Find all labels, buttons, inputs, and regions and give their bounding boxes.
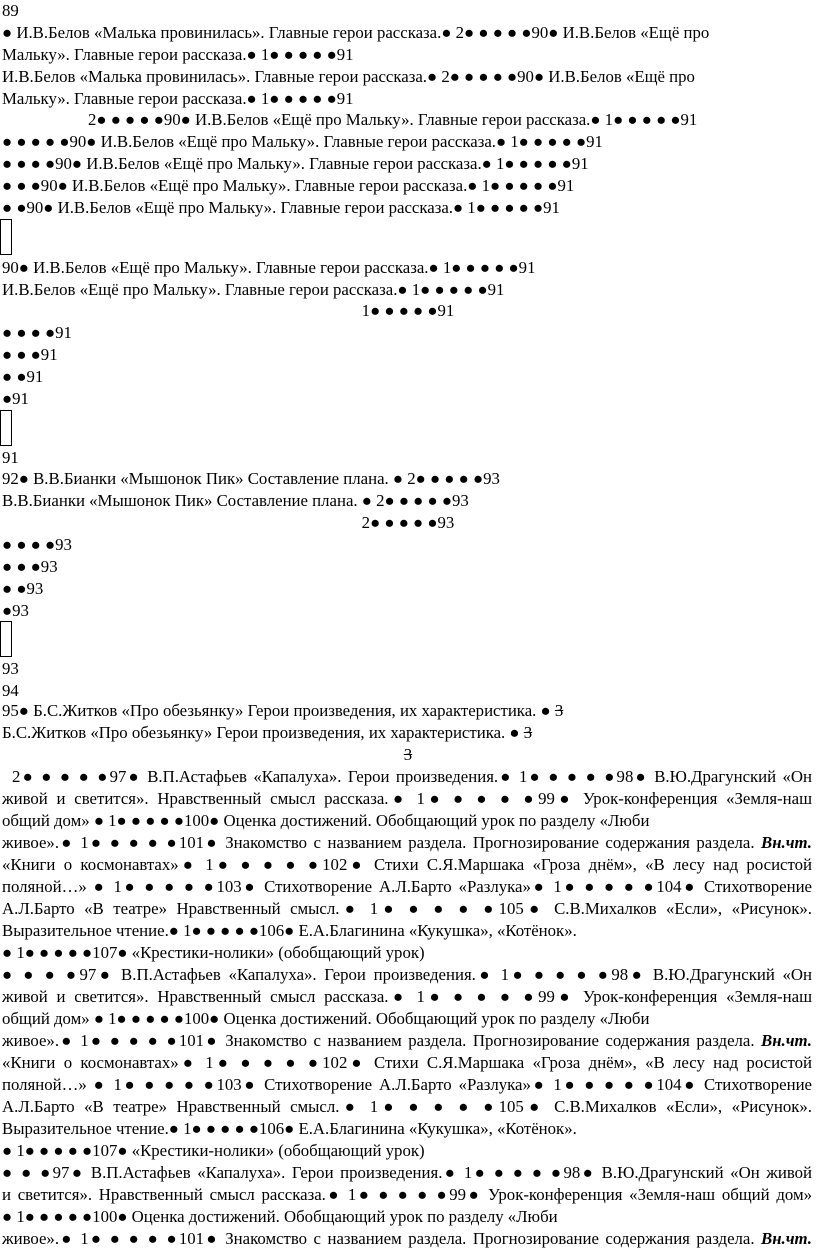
text-line <box>0 512 816 534</box>
line-text: А.Л.Барто «В театре» Нравственный смысл.● 1● ● ● ● ●105● С.В.Михалков «Если», «Рисунок». <box>2 899 812 918</box>
text-line <box>0 0 816 22</box>
line-text: 2● ● ● ● ●93 <box>361 513 455 532</box>
text-line <box>0 490 816 512</box>
text-line <box>0 680 816 702</box>
text-line <box>0 1096 816 1118</box>
text-line <box>0 700 816 722</box>
line-text: Мальку». Главные герои рассказа.● 1● ● ● ● ●91 <box>2 89 354 108</box>
text-line <box>0 1162 816 1184</box>
text-line <box>0 832 816 854</box>
text-line <box>0 22 816 44</box>
text-line <box>0 810 816 832</box>
text-line <box>0 964 816 986</box>
text-line <box>0 1052 816 1074</box>
line-text: ● ● ● ● ●90● И.В.Белов «Ещё про Мальку». Главные герои рассказа.● 1● ● ● ● ●91 <box>2 132 603 151</box>
line-text: и светится». Нравственный смысл рассказа.● 1● ● ● ● ●99● Урок-конференция «Земля-наш общий дом» <box>2 1185 812 1204</box>
line-text: «Книги о космонавтах»● 1● ● ● ● ●102● Стихи С.Я.Маршака «Гроза днём», «В лесу над росистой <box>2 855 812 874</box>
struck-number: 3 <box>554 701 564 720</box>
line-text: ●91 <box>2 389 29 408</box>
line-text: 90● И.В.Белов «Ещё про Мальку». Главные герои рассказа.● 1● ● ● ● ●91 <box>2 258 536 277</box>
line-text: И.В.Белов «Ещё про Мальку». Главные герои рассказа.● 1● ● ● ● ●91 <box>2 280 505 299</box>
line-text: живой и светится». Нравственный смысл рассказа.● 1● ● ● ● ●99● Урок-конференция «Земля-наш <box>2 789 812 808</box>
bold-italic-note: Вн.чт. <box>761 1229 812 1248</box>
line-text: Выразительное чтение.● 1● ● ● ● ●106● Е.А.Благинина «Кукушка», «Котёнок». <box>2 1119 577 1138</box>
text-line <box>0 1228 816 1250</box>
line-text: 94 <box>2 681 19 700</box>
text-line <box>0 257 816 279</box>
text-line <box>0 722 816 744</box>
line-text: ● ●90● И.В.Белов «Ещё про Мальку». Главные герои рассказа.● 1● ● ● ● ●91 <box>2 198 560 217</box>
line-text: поляной…» ● 1● ● ● ● ●103● Стихотворение А.Л.Барто «Разлука»● 1● ● ● ● ●104● Стихотворение <box>2 877 812 896</box>
line-text: 2● ● ● ● ●90● И.В.Белов «Ещё про Мальку». Главные герои рассказа.● 1● ● ● ● ●91 <box>88 110 698 129</box>
line-text: 93 <box>2 659 19 678</box>
line-text: ● ● ● ●97● В.П.Астафьев «Капалуха». Герои произведения.● 1● ● ● ● ●98● В.Ю.Драгунский «Он <box>2 965 812 984</box>
line-text: 89 <box>2 1 19 20</box>
text-line <box>0 1140 816 1162</box>
empty-frame-box <box>0 219 12 255</box>
struck-number: 3 <box>523 723 533 742</box>
line-text: ● ●93 <box>2 579 44 598</box>
line-text: 91 <box>2 448 19 467</box>
text-line <box>0 534 816 556</box>
line-text: 95● Б.С.Житков «Про обезьянку» Герои произведения, их характеристика. ● <box>2 701 555 720</box>
line-text: Б.С.Житков «Про обезьянку» Герои произведения, их характеристика. ● <box>2 723 524 742</box>
line-text: ● 1● ● ● ● ●100● Оценка достижений. Обобщающий урок по разделу «Люби <box>2 1207 558 1226</box>
line-text: ● ● ● ●93 <box>2 535 72 554</box>
line-text: живое».● 1● ● ● ● ●101● Знакомство с названием раздела. Прогнозирование содержания раздела. <box>2 1229 762 1248</box>
text-line <box>0 942 816 964</box>
text-line <box>0 197 816 219</box>
line-text: «Книги о космонавтах»● 1● ● ● ● ●102● Стихи С.Я.Маршака «Гроза днём», «В лесу над росистой <box>2 1053 812 1072</box>
text-line <box>0 658 816 680</box>
text-line <box>0 88 816 110</box>
line-text: 92● В.В.Бианки «Мышонок Пик» Составление плана. ● 2● ● ● ● ●93 <box>2 469 500 488</box>
text-line <box>0 322 816 344</box>
text-line <box>0 854 816 876</box>
line-text: 1● ● ● ● ●91 <box>361 301 455 320</box>
text-line <box>0 1206 816 1228</box>
line-text: живой и светится». Нравственный смысл рассказа.● 1● ● ● ● ●99● Урок-конференция «Земля-наш <box>2 987 812 1006</box>
text-line <box>0 388 816 410</box>
text-line <box>0 788 816 810</box>
line-text: ● 1● ● ● ● ●107● «Крестики-нолики» (обобщающий урок) <box>2 1141 425 1160</box>
line-text: ● ● ● ●90● И.В.Белов «Ещё про Мальку». Главные герои рассказа.● 1● ● ● ● ●91 <box>2 154 589 173</box>
line-text: ● 1● ● ● ● ●107● «Крестики-нолики» (обобщающий урок) <box>2 943 425 962</box>
text-line <box>0 1184 816 1206</box>
text-line <box>0 447 816 469</box>
bold-italic-note: Вн.чт. <box>761 833 812 852</box>
line-text: ●93 <box>2 601 29 620</box>
empty-frame-box <box>0 410 12 446</box>
line-text: ● ● ●93 <box>2 557 58 576</box>
text-line <box>0 986 816 1008</box>
text-line <box>0 744 816 766</box>
text-line <box>0 898 816 920</box>
line-text: ● ●91 <box>2 367 44 386</box>
line-text: общий дом» ● 1● ● ● ● ●100● Оценка достижений. Обобщающий урок по разделу «Люби <box>2 811 650 830</box>
text-line <box>0 66 816 88</box>
line-text: Мальку». Главные герои рассказа.● 1● ● ● ● ●91 <box>2 45 354 64</box>
text-line <box>0 556 816 578</box>
line-text: В.В.Бианки «Мышонок Пик» Составление плана. ● 2● ● ● ● ●93 <box>2 491 469 510</box>
text-line <box>0 468 816 490</box>
line-text: ● ● ● ●91 <box>2 323 72 342</box>
line-text: ● ● ●91 <box>2 345 58 364</box>
text-line <box>0 766 816 788</box>
text-line <box>0 344 816 366</box>
text-line <box>0 279 816 301</box>
line-text: ● ● ●97● В.П.Астафьев «Капалуха». Герои произведения.● 1● ● ● ● ●98● В.Ю.Драгунский «Он живой <box>2 1163 812 1182</box>
text-line <box>0 1118 816 1140</box>
line-text: живое».● 1● ● ● ● ●101● Знакомство с названием раздела. Прогнозирование содержания раздела. <box>2 1031 762 1050</box>
text-line <box>0 876 816 898</box>
bold-italic-note: Вн.чт. <box>761 1031 812 1050</box>
text-line <box>0 1008 816 1030</box>
line-text: поляной…» ● 1● ● ● ● ●103● Стихотворение А.Л.Барто «Разлука»● 1● ● ● ● ●104● Стихотворение <box>2 1075 812 1094</box>
empty-frame-box <box>0 621 12 657</box>
text-line <box>0 109 816 131</box>
line-text: Выразительное чтение.● 1● ● ● ● ●106● Е.А.Благинина «Кукушка», «Котёнок». <box>2 921 577 940</box>
line-text: 2● ● ● ● ●97● В.П.Астафьев «Капалуха». Герои произведения.● 1● ● ● ● ●98● В.Ю.Драгунский «Он <box>12 767 812 786</box>
text-line <box>0 131 816 153</box>
text-line <box>0 153 816 175</box>
line-text: И.В.Белов «Малька провинилась». Главные герои рассказа.● 2● ● ● ● ●90● И.В.Белов «Ещё про <box>2 67 695 86</box>
text-line <box>0 300 816 322</box>
line-text: общий дом» ● 1● ● ● ● ●100● Оценка достижений. Обобщающий урок по разделу «Люби <box>2 1009 650 1028</box>
line-text: живое».● 1● ● ● ● ●101● Знакомство с названием раздела. Прогнозирование содержания раздела. <box>2 833 762 852</box>
line-text: ● И.В.Белов «Малька провинилась». Главные герои рассказа.● 2● ● ● ● ●90● И.В.Белов «Ещё про <box>2 23 710 42</box>
text-line <box>0 175 816 197</box>
text-line <box>0 578 816 600</box>
text-line <box>0 44 816 66</box>
line-text: А.Л.Барто «В театре» Нравственный смысл.● 1● ● ● ● ●105● С.В.Михалков «Если», «Рисунок». <box>2 1097 812 1116</box>
text-line <box>0 920 816 942</box>
struck-number: 3 <box>403 745 413 764</box>
text-line <box>0 600 816 622</box>
text-line <box>0 1074 816 1096</box>
line-text: ● ● ●90● И.В.Белов «Ещё про Мальку». Главные герои рассказа.● 1● ● ● ● ●91 <box>2 176 575 195</box>
text-line <box>0 366 816 388</box>
text-line <box>0 1030 816 1052</box>
